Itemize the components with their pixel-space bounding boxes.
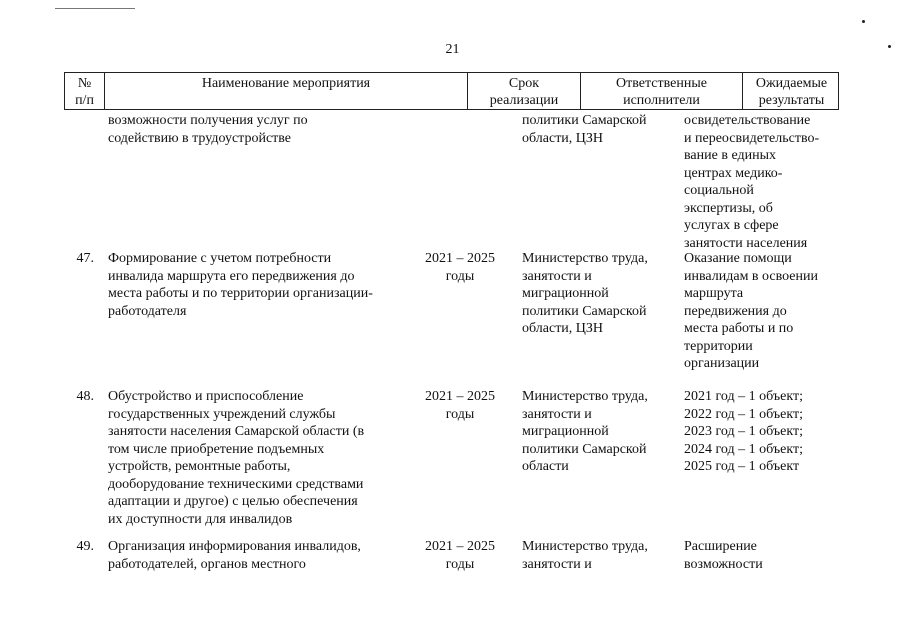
row-49-term: 2021 – 2025 годы (425, 539, 495, 572)
header-number: № п/п (65, 73, 105, 109)
scan-artifact-line (55, 8, 135, 9)
row-49-results: Расширение возможности (684, 539, 763, 572)
row-47-executors: Министерство труда, занятости и миграционной политики Самарской области, ЦЗН (522, 251, 648, 336)
row-48-term: 2021 – 2025 годы (425, 389, 495, 422)
row-47-name: Формирование с учетом потребности инвалида маршрута его передвижения до места работы и по территории организации- работодателя (108, 251, 373, 319)
row-47-results: Оказание помощи инвалидам в освоении маршрута передвижения до места работы и по территории организации (684, 251, 818, 371)
row-48-number: 48. (76, 389, 94, 404)
row-48-name: Обустройство и приспособление государственных учреждений службы занятости населения Самарской области (в том числе приобретение подъемных устройств, ремонтные работы, дооборудование техническими средствами адаптации и другое) с целью обеспечения их доступности для инвалидов (108, 389, 365, 527)
header-name: Наименование мероприятия (105, 73, 468, 109)
table-header (64, 72, 839, 110)
row-cont-results: освидетельствование и переосвидетельство- вание в единых центрах медико- социальной экспертизы, об услугах в сфере занятости населения (684, 113, 820, 251)
page-number: 21 (445, 42, 460, 57)
row-48-results: 2021 год – 1 объект; 2022 год – 1 объект; 2023 год – 1 объект; 2024 год – 1 объект; 2025 год – 1 объект (684, 389, 803, 474)
header-term: Срок реализации (468, 73, 581, 109)
row-cont-name: возможности получения услуг по содействию в трудоустройстве (108, 113, 308, 146)
row-49-name: Организация информирования инвалидов, работодателей, органов местного (108, 539, 361, 572)
row-cont-executors: политики Самарской области, ЦЗН (522, 113, 647, 146)
scan-speck (862, 20, 865, 23)
row-48-executors: Министерство труда, занятости и миграционной политики Самарской области (522, 389, 648, 474)
header-results: Ожидаемые результаты (755, 76, 828, 108)
header-executors: Ответственные исполнители (581, 73, 743, 109)
row-47-term: 2021 – 2025 годы (425, 251, 495, 284)
row-47-number: 47. (76, 251, 94, 266)
row-49-number: 49. (76, 539, 94, 554)
row-49-executors: Министерство труда, занятости и (522, 539, 648, 572)
